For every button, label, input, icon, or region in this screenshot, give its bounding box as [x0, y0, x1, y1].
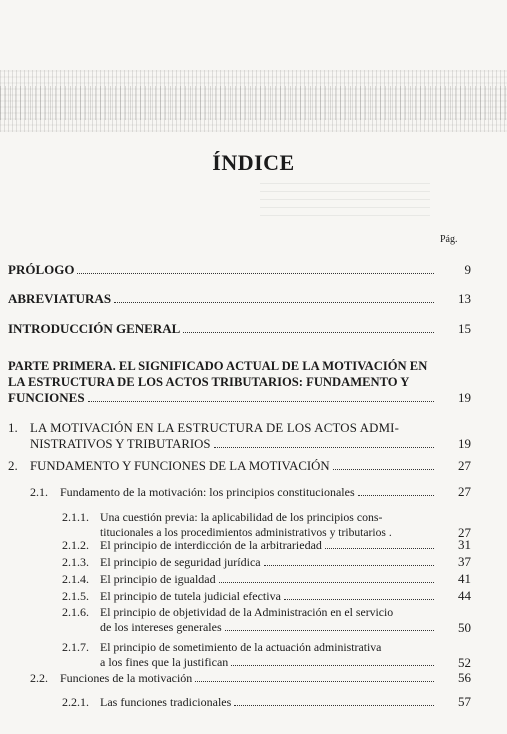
- dot-leader: [88, 401, 434, 402]
- dot-leader: [77, 273, 434, 274]
- page-column-label: Pág.: [440, 234, 458, 245]
- toc-page-number: 56: [458, 670, 471, 685]
- toc-section-number: 2.2.: [30, 671, 48, 685]
- toc-entry-introduccion[interactable]: [8, 321, 471, 337]
- toc-page-number: 31: [458, 537, 471, 552]
- dot-leader: [358, 495, 434, 496]
- toc-page-number: 27: [458, 484, 471, 499]
- toc-entry-text: Funciones de la motivación: [60, 671, 193, 685]
- dot-leader: [219, 582, 434, 583]
- toc-section-number: 2.1.: [30, 485, 48, 499]
- toc-page-number: 9: [464, 262, 471, 277]
- dot-leader: [183, 332, 434, 333]
- toc-entry-text: INTRODUCCIÓN GENERAL: [8, 321, 181, 336]
- toc-page-number: 27: [458, 525, 471, 540]
- toc-page-number: 50: [458, 620, 471, 635]
- toc-entry-text: El principio de seguridad jurídica: [100, 555, 261, 569]
- toc-entry-text: ABREVIATURAS: [8, 291, 112, 306]
- toc-entry-line: NISTRATIVOS Y TRIBUTARIOS: [30, 437, 211, 451]
- toc-entry-section-2-1-6[interactable]: [62, 605, 471, 635]
- toc-entry-line: FUNCIONES: [8, 390, 85, 405]
- dot-leader: [231, 665, 434, 666]
- toc-section-number: 2.1.6.: [62, 605, 89, 619]
- toc-entry-section-1[interactable]: [8, 420, 471, 452]
- toc-entry-line: Una cuestión previa: la aplicabilidad de los principios cons-: [100, 510, 383, 524]
- toc-page-number: 19: [458, 390, 471, 405]
- toc-entry-line: titucionales a los procedimientos administrativos y tributarios .: [100, 526, 392, 539]
- toc-entry-prologo[interactable]: [8, 262, 471, 278]
- toc-section-number: 2.1.7.: [62, 640, 89, 654]
- dot-leader: [195, 681, 434, 682]
- dot-leader: [284, 599, 434, 600]
- toc-entry-text: El principio de igualdad: [100, 572, 216, 586]
- toc-entry-abreviaturas[interactable]: [8, 291, 471, 307]
- toc-section-number: 2.: [8, 458, 18, 473]
- toc-entry-line: LA MOTIVACIÓN EN LA ESTRUCTURA DE LOS ACTOS ADMI-: [30, 421, 400, 435]
- page-title: ÍNDICE: [212, 150, 295, 175]
- toc-entry-line: El principio de objetividad de la Administración en el servicio: [100, 605, 394, 619]
- toc-entry-section-2-1-7[interactable]: [62, 640, 471, 670]
- toc-entry-text: Las funciones tradicionales: [100, 695, 232, 709]
- toc-entry-section-2-1-1[interactable]: [62, 510, 471, 540]
- toc-entry-section-2-2[interactable]: [30, 670, 471, 686]
- toc-entry-text: El principio de interdicción de la arbitrariedad: [100, 538, 322, 552]
- toc-page-number: 52: [458, 655, 471, 670]
- toc-section-number: 1.: [8, 420, 18, 435]
- toc-entry-text: Fundamento de la motivación: los principios constitucionales: [60, 485, 355, 499]
- dot-leader: [264, 565, 434, 566]
- toc-page-number: 13: [458, 291, 471, 306]
- toc-page-number: 27: [458, 458, 471, 473]
- toc-entry-section-2-2-1[interactable]: [62, 694, 471, 710]
- toc-section-number: 2.2.1.: [62, 695, 89, 709]
- toc-page-number: 19: [458, 436, 471, 451]
- toc-entry-parte-primera[interactable]: [8, 358, 471, 406]
- toc-page-number: 37: [458, 554, 471, 569]
- toc-entry-section-2-1-4[interactable]: [62, 571, 471, 587]
- bleed-through-text: [260, 176, 430, 216]
- toc-entry-section-2-1[interactable]: [30, 484, 471, 500]
- toc-entry-line: El principio de sometimiento de la actuación administrativa: [100, 640, 382, 654]
- dot-leader: [333, 469, 434, 470]
- toc-page-number: 15: [458, 321, 471, 336]
- toc-entry-section-2-1-2[interactable]: [62, 537, 471, 553]
- toc-entry-line: de los intereses generales: [100, 620, 222, 634]
- toc-entry-line: LA ESTRUCTURA DE LOS ACTOS TRIBUTARIOS: FUNDAMENTO Y: [8, 375, 410, 389]
- toc-section-number: 2.1.4.: [62, 572, 89, 586]
- toc-section-number: 2.1.1.: [62, 510, 89, 524]
- dot-leader: [225, 630, 434, 631]
- toc-section-number: 2.1.3.: [62, 555, 89, 569]
- toc-entry-section-2[interactable]: [8, 458, 471, 474]
- toc-entry-text: FUNDAMENTO Y FUNCIONES DE LA MOTIVACIÓN: [30, 459, 330, 473]
- toc-page-number: 44: [458, 588, 471, 603]
- toc-page-number: 57: [458, 694, 471, 709]
- toc-section-number: 2.1.5.: [62, 589, 89, 603]
- toc-entry-section-2-1-5[interactable]: [62, 588, 471, 604]
- dot-leader: [234, 705, 434, 706]
- toc-entry-line: PARTE PRIMERA. EL SIGNIFICADO ACTUAL DE LA MOTIVACIÓN EN: [8, 359, 428, 373]
- toc-page-number: 41: [458, 571, 471, 586]
- dot-leader: [114, 302, 434, 303]
- toc-entry-text: PRÓLOGO: [8, 262, 75, 277]
- toc-entry-text: El principio de tutela judicial efectiva: [100, 589, 281, 603]
- toc-section-number: 2.1.2.: [62, 538, 89, 552]
- scan-artifact-band-dark: [0, 86, 507, 120]
- dot-leader: [325, 548, 434, 549]
- dot-leader: [214, 447, 434, 448]
- toc-entry-section-2-1-3[interactable]: [62, 554, 471, 570]
- toc-entry-line: a los fines que la justifican: [100, 655, 229, 669]
